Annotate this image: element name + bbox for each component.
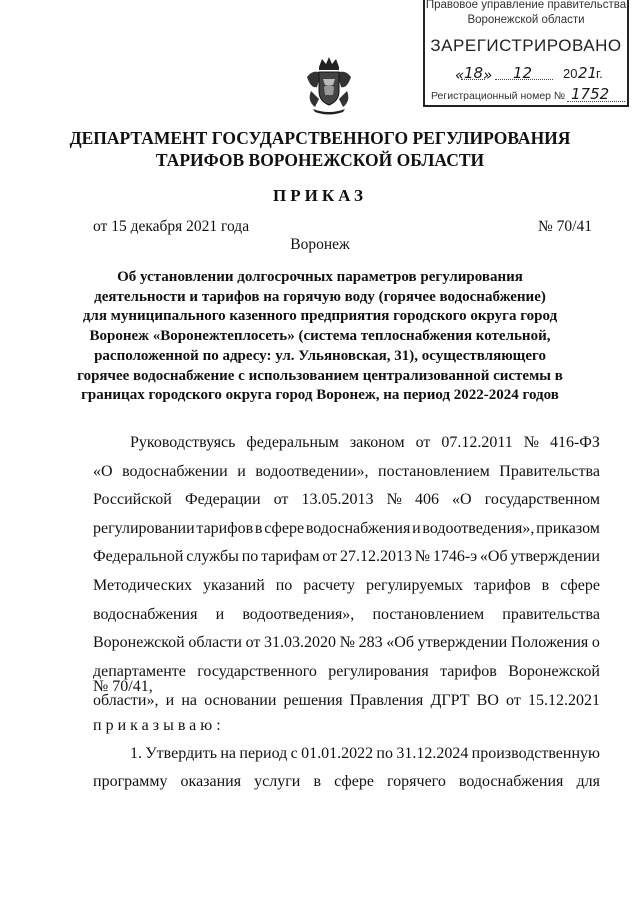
word: о: [591, 634, 600, 651]
word: производственную: [471, 745, 600, 762]
word: по: [376, 745, 393, 762]
preamble-line: [93, 548, 600, 570]
word: правительства: [502, 606, 600, 623]
word: №: [386, 491, 402, 508]
word: 406: [414, 491, 439, 508]
order-subject: [60, 268, 580, 406]
word: тарифов: [196, 520, 254, 537]
word: с: [290, 745, 298, 762]
word: ДГРТ: [430, 692, 470, 709]
word: федеральным: [246, 434, 339, 451]
word: Федерации: [184, 491, 261, 508]
coat-of-arms-icon: [303, 55, 355, 115]
department-title-line2: ТАРИФОВ ВОРОНЕЖСКОЙ ОБЛАСТИ: [155, 150, 485, 170]
word: регулирования: [328, 663, 429, 680]
word: 31.03.2020: [264, 634, 337, 651]
word: водоснабжения: [93, 606, 198, 623]
document-number: № 70/41: [538, 218, 592, 235]
word: регулировании: [93, 520, 195, 537]
word: Правления: [349, 692, 424, 709]
word: указаний: [203, 577, 265, 594]
word: и: [412, 520, 421, 537]
word: водоснабжении: [122, 463, 228, 480]
subject-line: горячее водоснабжение с использованием централизованной системы в: [77, 367, 563, 384]
word: тарифов: [440, 663, 497, 680]
item1-line: [130, 745, 600, 767]
word: сфере: [334, 773, 374, 790]
word: программу: [93, 773, 168, 790]
word: службы: [186, 548, 239, 565]
subject-line: Об установлении долгосрочных параметров регулирования: [117, 269, 523, 285]
word: 416-ФЗ: [549, 434, 600, 451]
word: Руководствуясь: [130, 434, 236, 451]
word: Положения: [510, 634, 589, 651]
preamble-line: [130, 434, 600, 456]
stamp-reg-label: Регистрационный номер №: [431, 90, 566, 102]
word: области»,: [93, 692, 159, 709]
document-date: от 15 декабря 2021 года: [93, 218, 250, 235]
word: от: [273, 491, 289, 508]
word: №: [414, 548, 431, 565]
word: государственном: [484, 491, 600, 508]
word: от: [322, 548, 338, 565]
stamp-date-year: 21: [578, 64, 598, 82]
word: по: [241, 548, 259, 565]
preamble-line: [93, 663, 600, 685]
word: от: [245, 634, 261, 651]
word: Федеральной: [93, 548, 184, 565]
word: области: [188, 634, 242, 651]
word: период: [239, 745, 288, 762]
word: для: [576, 773, 600, 790]
word: законом: [349, 434, 405, 451]
word: 13.05.2013: [301, 491, 374, 508]
preamble-line: [93, 491, 600, 513]
word: 1746-э: [432, 548, 478, 565]
word: основании: [204, 692, 277, 709]
word: «О: [452, 491, 472, 508]
document-city: Воронеж: [290, 236, 350, 253]
word: утверждении: [510, 548, 600, 565]
registration-stamp: [423, 0, 629, 107]
word: горячего: [387, 773, 446, 790]
subject-line: Воронеж «Воронежтеплосеть» (система теплоснабжения котельной,: [89, 328, 551, 345]
stamp-authority-line1: Правовое управление правительства: [425, 0, 627, 11]
stamp-reg-number: 1752: [571, 85, 610, 103]
word: на: [220, 745, 237, 762]
word: тарифам: [261, 548, 320, 565]
word: 15.12.2021: [527, 692, 600, 709]
item1-line: [93, 773, 600, 795]
word: сфере: [560, 577, 600, 594]
stamp-date: « 18 » 12 20 21 г.: [455, 64, 603, 84]
word: расчету: [303, 577, 356, 594]
word: по: [275, 577, 293, 594]
stamp-title: ЗАРЕГИСТРИРОВАНО: [430, 36, 622, 55]
word: от: [506, 692, 521, 709]
subject-line: деятельности и тарифов на горячую воду (горячее водоснабжение): [94, 288, 546, 305]
preamble-line: [93, 463, 600, 485]
word: и: [237, 463, 246, 480]
word: постановлением: [372, 606, 485, 623]
word: водоснабжения: [458, 773, 564, 790]
word: ВО: [476, 692, 499, 709]
word: от: [415, 434, 431, 451]
stamp-authority-line2: Воронежской области: [467, 14, 585, 26]
word: на: [181, 692, 198, 709]
word: 1.: [130, 745, 142, 762]
word: 01.01.2022: [301, 745, 374, 762]
preamble-line: [93, 634, 600, 656]
subject-line: для муниципального казенного предприятия городского округа город: [82, 308, 558, 325]
word: Утвердить: [145, 745, 218, 762]
word: в: [254, 520, 263, 537]
word: «Об: [479, 548, 508, 565]
department-title-line1: ДЕПАРТАМЕНТ ГОСУДАРСТВЕННОГО РЕГУЛИРОВАНИЯ: [69, 128, 571, 148]
subject-line: расположенной по адресу: ул. Ульяновская, 31), осуществляющего: [94, 347, 546, 364]
word: водоотведения»,: [242, 606, 355, 623]
preamble-line: [93, 606, 600, 628]
subject-line: границах городского округа город Воронеж, на период 2022-2024 годов: [81, 387, 559, 404]
word: и: [165, 692, 175, 709]
word: услуги: [254, 773, 301, 790]
stamp-date-month: 12: [513, 64, 533, 82]
word: постановлением: [378, 463, 490, 480]
word: 27.12.2013: [339, 548, 412, 565]
stamp-date-year-prefix: 20: [563, 66, 578, 81]
order-command: приказываю:: [93, 717, 225, 734]
word: тарифов: [473, 577, 531, 594]
stamp-registration-number: [431, 85, 627, 103]
word: 31.12.2024: [396, 745, 469, 762]
word: оказания: [180, 773, 242, 790]
word: Российской: [93, 491, 172, 508]
word: регулируемых: [365, 577, 463, 594]
document-type: ПРИКАЗ: [273, 186, 367, 205]
word: департаменте: [93, 663, 186, 680]
word: №: [339, 634, 355, 651]
word: Воронежской: [508, 663, 600, 680]
word: Правительства: [499, 463, 600, 480]
word: в: [541, 577, 550, 594]
word: приказом: [536, 520, 600, 537]
word: водоснабжения: [305, 520, 411, 537]
preamble-line: [93, 692, 600, 714]
word: утверждении: [417, 634, 508, 651]
word: сфере: [264, 520, 305, 537]
word: «Об: [386, 634, 414, 651]
word: водоотведении»,: [255, 463, 369, 480]
word: 07.12.2011: [441, 434, 513, 451]
word: Методических: [93, 577, 193, 594]
word: Воронежской: [93, 634, 185, 651]
preamble-line: [93, 577, 600, 599]
preamble-last-line: № 70/41,: [93, 678, 153, 695]
stamp-date-year-suffix: г.: [596, 66, 603, 81]
word: «О: [93, 463, 113, 480]
word: 283: [358, 634, 383, 651]
word: водоотведения»,: [422, 520, 535, 537]
word: №: [523, 434, 539, 451]
word: и: [215, 606, 225, 623]
preamble-line: [93, 520, 600, 542]
word: в: [313, 773, 321, 790]
word: решения: [283, 692, 343, 709]
stamp-date-day: 18: [464, 64, 484, 82]
word: государственного: [197, 663, 317, 680]
